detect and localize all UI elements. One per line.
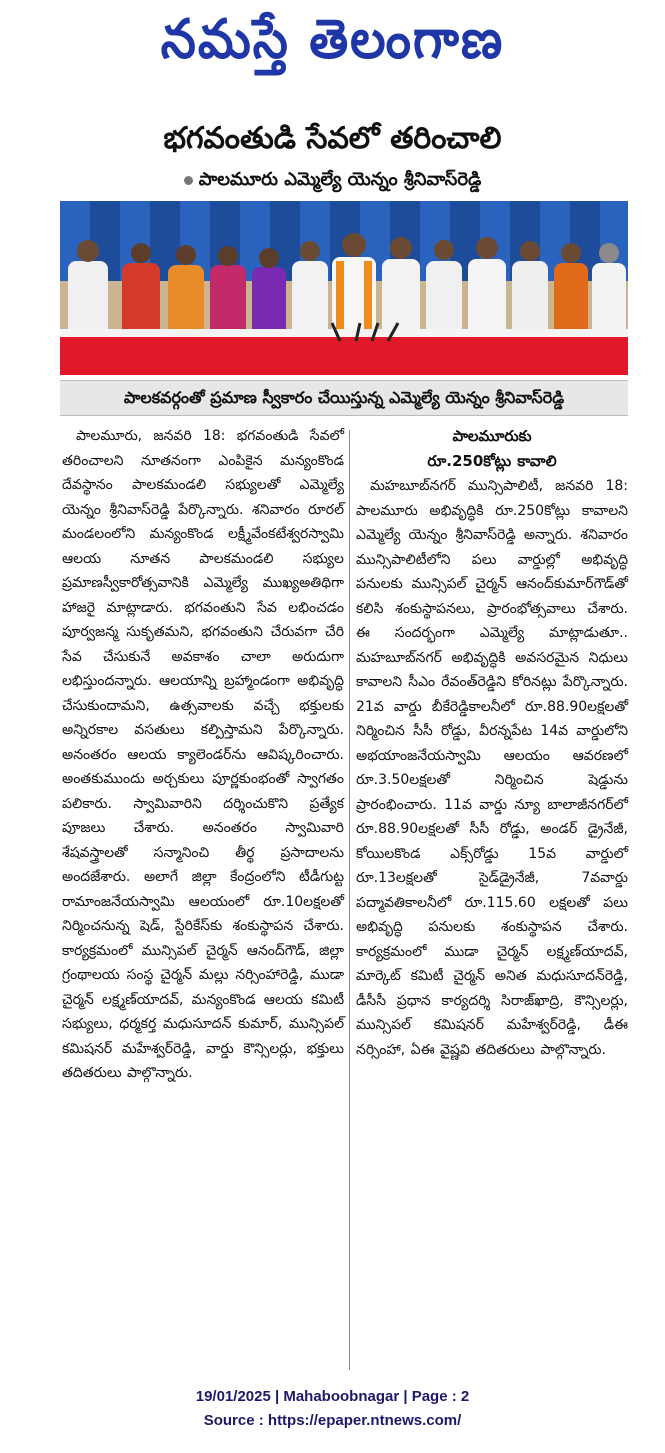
footer-source: Source : https://epaper.ntnews.com/ <box>203 1412 462 1429</box>
article-column-1 <box>62 424 344 1086</box>
article-body: పాలమూరు, జనవరి 18: భగవంతుడి సేవలో తరించాలని నూతనంగా ఎంపికైన మన్యంకొండ దేవస్థానం పాలకమండలి సభ్యులతో ఎమ్మెల్యే యెన్నం శ్రీనివాస్‌రెడ్డి పేర్కొన్నారు. శనివారం రూరల్ మండలంలోని మన్యంకొండ లక్ష్మీవేంకటేశ్వరస్వామి ఆలయ నూతన పాలకమండలి సభ్యుల ప్రమాణస్వీకారోత్సవానికి ఎమ్మెల్యే ముఖ్యఅతిథిగా హాజరై మాట్లాడారు. భగవంతుని సేవ లభించడం పూర్వజన్మ సుకృతమని, భగవంతుని చేరువగా చేరి సేవ చేసుకునే అవకాశం చాలా అరుదుగా లభిస్తుందన్నారు. ఆలయాన్ని బ్రహ్మాండంగా అభివృద్ధి చేసుకుందామని, ఉత్సవాలకు వచ్చే భక్తులకు అన్నిరకాల వసతులు కల్పిస్తామని పేర్కొన్నారు. అనంతరం ఆలయ క్యాలెండర్‌ను ఆవిష్కరించారు. అంతకుముందు అర్చకులు పూర్ణకుంభంతో స్వాగతం పలికారు. స్వామివారిని దర్శించుకొని ప్రత్యేక పూజలు చేశారు. అనంతరం స్వామివారి శేషవస్త్రాలతో సన్మానించి తీర్థ ప్రసాదాలను అందజేశారు. అలాగే జిల్లా కేంద్రంలోని టీడీగుట్ట రామాంజనేయస్వామి ఆలయంలో రూ.10లక్షలతో నిర్మించనున్న షెడ్, స్టేరికేస్‌కు శంకుస్థాపన చేశారు. కార్యక్రమంలో మున్సిపల్ చైర్మన్ ఆనంద్‌గౌడ్, జిల్లా గ్రంథాలయ సంస్థ చైర్మన్ మల్లు నర్సింహారెడ్డి, ముడా చైర్మన్ లక్ష్మణ్‌యాదవ్, మన్యంకొండ ఆలయ కమిటీ సభ్యులు, ధర్మకర్త మధుసూదన్ కుమార్, మున్సిపల్ కమిషనర్ మహేశ్వర్‌రెడ్డి, వార్డు కౌన్సిలర్లు, భక్తులు తదితరులు పాల్గొన్నారు. <box>62 428 344 1081</box>
news-photo <box>60 201 628 375</box>
column-divider <box>349 430 350 1370</box>
article-subheadline <box>0 166 665 194</box>
subheadline-text: పాలమూరు ఎమ్మెల్యే యెన్నం శ్రీనివాస్‌రెడ్డి <box>198 169 482 190</box>
sub-article-title-line1: పాలమూరుకు <box>452 427 532 445</box>
sub-article-title-line2: రూ.250కోట్లు కావాలి <box>427 452 557 470</box>
photo-caption: పాలకవర్గంతో ప్రమాణ స్వీకారం చేయిస్తున్న ఎమ్మెల్యే యెన్నం శ్రీనివాస్‌రెడ్డి <box>60 380 628 416</box>
footer-edition-info: 19/01/2025 | Mahaboobnagar | Page : 2 <box>195 1388 470 1405</box>
news-photo-illustration <box>60 201 628 375</box>
bullet-icon <box>184 176 193 185</box>
article-headline: భగవంతుడి సేవలో తరించాలి <box>163 121 502 156</box>
sub-article-body: మహబూబ్‌నగర్ మున్సిపాలిటీ, జనవరి 18: పాలమూరు అభివృద్ధికి రూ.250కోట్లు కావాలని ఎమ్మెల్యే యెన్నం శ్రీనివాస్‌రెడ్డి అన్నారు. శనివారం మున్సిపాలిటీలోని పలు వార్డుల్లో అభివృద్ధి పనులకు మున్సిపల్ చైర్మన్ ఆనంద్‌కుమార్‌గౌడ్‌తో కలిసి శంకుస్థాపనలు, ప్రారంభోత్సవాలు చేశారు. ఈ సందర్భంగా ఎమ్మెల్యే మాట్లాడుతూ.. మహబూబ్‌నగర్ అభివృద్ధికి అవసరమైన నిధులు కావాలని సీఎం రేవంత్‌రెడ్డిని కోరినట్లు పేర్కొన్నారు. 21వ వార్డు బీకేరెడ్డికాలనీలో రూ.88.90లక్షలతో నిర్మించిన సీసీ రోడ్డు, వీరన్నపేట 14వ వార్డులోని అభయాంజనేయస్వామి ఆలయం ఆవరణలో రూ.3.50లక్షలతో నిర్మించిన షెడ్డును ప్రారంభించారు. 11వ వార్డు న్యూ బాలాజీనగర్‌లో రూ.88.90లక్షలతో సీసీ రోడ్డు, అండర్ డ్రైనేజీ, కోయిలకొండ ఎక్స్‌రోడ్డు 15వ వార్డులో రూ.13లక్షలతో సైడ్‌డ్రైనేజీ, 7వవార్డు పద్మావతికాలనీలో రూ.115.60 లక్షలతో పలు అభివృద్ధి పనులకు శంకుస్థాపన చేశారు. కార్యక్రమంలో ముడా చైర్మన్ లక్ష్మణ్‌యాదవ్, మార్కెట్ కమిటీ చైర్మన్ అనిత మధుసూదన్‌రెడ్డి, డీసీసీ ప్రధాన కార్యదర్శి సిరాజ్‌ఖాద్రి, కౌన్సిలర్లు, మున్సిపల్ కమిషనర్ మహేశ్వర్‌రెడ్డి, డీఈ నర్సింహా, ఏఈ వైష్ణవి తదితరులు పాల్గొన్నారు. <box>356 478 628 1058</box>
article-column-2 <box>356 424 628 1062</box>
masthead <box>0 6 665 72</box>
newspaper-title: నమస్తే తెలంగాణ <box>160 7 505 71</box>
